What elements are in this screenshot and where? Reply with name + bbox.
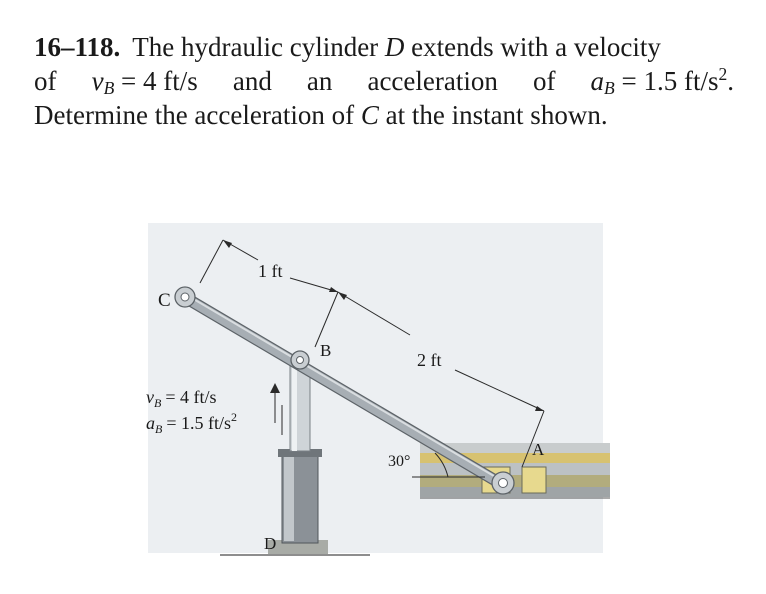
rail-bottom: [420, 487, 610, 497]
problem-statement: [34, 30, 734, 132]
word-of-2: of: [532, 66, 556, 96]
cylinder-variable: D: [384, 32, 405, 62]
velocity-subscript: B: [103, 78, 115, 98]
point-c-variable: C: [360, 100, 379, 130]
problem-text-3b: at the instant shown.: [385, 100, 608, 130]
mechanism-figure: [130, 215, 610, 565]
dimension-2ft: 2 ft: [417, 350, 442, 370]
ab-subscript: B: [155, 422, 163, 436]
pin-c: [175, 287, 195, 307]
cylinder-highlight: [284, 453, 294, 541]
acceleration-exponent: 2: [718, 64, 728, 84]
pin-b-inner: [297, 357, 304, 364]
problem-line-3: [34, 98, 734, 132]
label-b: B: [320, 341, 332, 360]
ab-symbol: a: [146, 413, 155, 433]
piston-rod-highlight: [292, 365, 297, 451]
vb-value: = 4 ft/s: [165, 387, 217, 407]
ab-value: = 1.5 ft/s: [166, 413, 231, 433]
pin-c-inner: [181, 293, 189, 301]
word-of: of: [34, 66, 57, 96]
rail-middle: [420, 463, 610, 475]
problem-line-2: [34, 64, 734, 98]
velocity-value: = 4 ft/s: [121, 66, 198, 96]
problem-text-1b: extends with a velocity: [411, 32, 661, 62]
pin-b: [291, 351, 309, 369]
label-c: C: [158, 290, 171, 311]
vb-subscript: B: [154, 396, 162, 410]
problem-text-3a: Determine the acceleration of: [34, 100, 355, 130]
problem-number: 16–118.: [34, 32, 121, 62]
angle-label: 30°: [388, 453, 411, 470]
word-an: an: [306, 66, 333, 96]
pin-a-inner: [499, 479, 508, 488]
pin-a: [492, 472, 514, 494]
slider-block-2: [522, 467, 546, 493]
label-a: A: [532, 440, 545, 459]
label-d: D: [264, 534, 277, 553]
acceleration-symbol: a: [590, 66, 605, 96]
acceleration-value: = 1.5 ft/s: [621, 66, 719, 96]
velocity-expression: [92, 64, 198, 98]
word-and: and: [232, 66, 272, 96]
problem-line-1: [34, 30, 734, 64]
word-acceleration: acceleration: [367, 66, 498, 96]
period: .: [727, 66, 734, 96]
vb-symbol: v: [146, 387, 154, 407]
problem-text-1a: The hydraulic cylinder: [132, 32, 379, 62]
acceleration-expression: [591, 64, 734, 98]
ab-exponent: 2: [231, 410, 237, 424]
dimension-1ft: 1 ft: [258, 261, 283, 281]
velocity-symbol: v: [91, 66, 104, 96]
acceleration-subscript: B: [604, 78, 615, 98]
